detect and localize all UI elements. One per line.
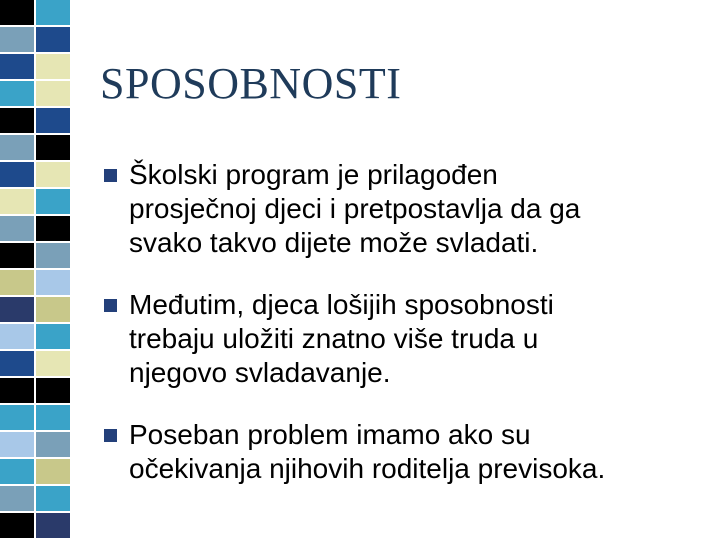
bullet-text-1: Školski program je prilagođen prosječnoj djeci i pretpostavlja da ga svako takvo dijete može svladati. xyxy=(129,159,581,258)
stripe-block xyxy=(0,432,34,457)
stripe-block xyxy=(0,162,34,187)
square-bullet-icon xyxy=(104,429,117,442)
stripe-block xyxy=(36,432,70,457)
stripe-block xyxy=(36,81,70,106)
stripe-block xyxy=(36,351,70,376)
stripe-block xyxy=(0,270,34,295)
stripe-block xyxy=(0,108,34,133)
square-bullet-icon xyxy=(104,169,117,182)
bullet-item-2 xyxy=(104,288,704,390)
stripe-block xyxy=(0,459,34,484)
bullet-item-1 xyxy=(104,158,704,260)
stripe-block xyxy=(0,189,34,214)
stripe-block xyxy=(36,243,70,268)
stripe-block xyxy=(0,486,34,511)
stripe-block xyxy=(36,270,70,295)
stripe-block xyxy=(0,0,34,25)
stripe-block xyxy=(0,405,34,430)
stripe-block xyxy=(36,54,70,79)
stripe-block xyxy=(36,297,70,322)
stripe-block xyxy=(36,486,70,511)
stripe-block xyxy=(36,459,70,484)
stripe-block xyxy=(0,513,34,538)
stripe-block xyxy=(0,54,34,79)
bullet-text-2: Međutim, djeca lošijih sposobnosti trebaju uložiti znatno više truda u njegovo svladavanje. xyxy=(129,289,554,388)
stripe-block xyxy=(36,189,70,214)
stripe-block xyxy=(0,324,34,349)
stripe-block xyxy=(36,108,70,133)
bullet-text-3: Poseban problem imamo ako su očekivanja njihovih roditelja previsoka. xyxy=(129,419,606,484)
stripe-block xyxy=(36,324,70,349)
stripe-block xyxy=(36,378,70,403)
stripe-block xyxy=(0,297,34,322)
stripe-block xyxy=(0,135,34,160)
stripe-block xyxy=(36,135,70,160)
stripe-block xyxy=(0,378,34,403)
stripe-block xyxy=(36,513,70,538)
stripe-block xyxy=(0,81,34,106)
square-bullet-icon xyxy=(104,299,117,312)
stripe-block xyxy=(0,27,34,52)
stripe-block xyxy=(36,216,70,241)
stripe-block xyxy=(0,351,34,376)
stripe-block xyxy=(36,405,70,430)
slide-title: SPOSOBNOSTI xyxy=(100,59,402,108)
bullet-item-3 xyxy=(104,418,704,486)
stripe-block xyxy=(36,0,70,25)
stripe-block xyxy=(0,243,34,268)
stripe-block xyxy=(0,216,34,241)
stripe-block xyxy=(36,162,70,187)
decorative-side-stripe xyxy=(0,0,72,540)
stripe-block xyxy=(36,27,70,52)
